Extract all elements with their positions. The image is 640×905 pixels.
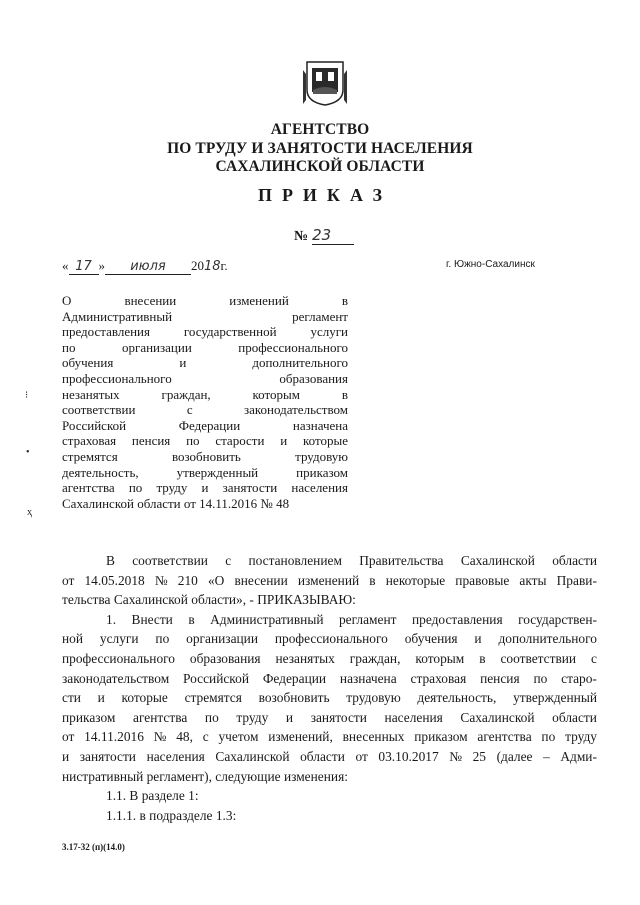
subject-word: трудовую: [295, 448, 348, 464]
body-word: которые: [121, 690, 168, 706]
body-line: [62, 590, 597, 610]
subject-word: образования: [279, 370, 348, 386]
subject-word: в: [341, 386, 348, 402]
subject-word: труду: [156, 480, 188, 496]
date-close-quote: »: [98, 258, 105, 273]
body-word: Внести: [131, 611, 173, 627]
body-word: внесении: [234, 572, 288, 588]
subject-word: Федерации: [178, 417, 241, 433]
subject-line: [62, 465, 348, 481]
subject-word: и: [201, 480, 209, 496]
body-word: регламент: [338, 611, 397, 627]
subject-word: Российской: [62, 417, 127, 433]
subject-word: пенсия: [131, 433, 171, 449]
body-word: с: [591, 650, 597, 666]
body-word: и: [474, 631, 482, 647]
body-word: агентства: [133, 709, 188, 725]
body-word: ной: [62, 631, 84, 647]
body-word: незанятых: [275, 650, 335, 666]
body-word: деятельность,: [417, 690, 497, 706]
body-word: утвержденный: [513, 690, 597, 706]
body-word: 03.10.2017: [378, 748, 439, 764]
document-type-title: ПРИКАЗ: [257, 185, 393, 205]
body-word: постановлением: [248, 553, 342, 568]
body-word: услуги: [99, 631, 139, 647]
binding-hole-mark: ҳ: [27, 507, 32, 518]
body-word: некоторые: [385, 572, 446, 588]
body-word: назначена: [339, 670, 397, 686]
body-word: и: [62, 748, 70, 764]
body-word: с: [225, 553, 232, 568]
subject-word: населения: [291, 480, 348, 496]
subject-word: законодательством: [243, 402, 348, 418]
subject-line: [62, 449, 348, 465]
date-day: 17: [69, 259, 99, 275]
subject-line: [62, 355, 348, 371]
subject-word: с: [186, 402, 193, 418]
body-word: «О: [207, 572, 225, 588]
subject-word: изменений: [229, 293, 289, 308]
subject-line: [62, 402, 348, 418]
body-word: области: [552, 709, 597, 725]
body-word: трудовую: [346, 690, 401, 706]
body-word: Сахалинской: [460, 709, 535, 725]
subject-line: [62, 340, 348, 356]
body-line: [62, 747, 597, 767]
date-year-suffix: 18: [204, 259, 221, 274]
subject-word: занятости: [222, 480, 278, 496]
body-word: 48,: [176, 729, 193, 745]
body-word: сти: [62, 690, 81, 706]
body-word: тельства Сахалинской области», - ПРИКАЗЫВАЮ:: [62, 592, 356, 608]
body-word: изменений: [297, 572, 360, 588]
subject-line: [62, 387, 348, 403]
body-word: приказом: [62, 709, 116, 725]
subject-word: приказом: [296, 464, 348, 480]
subject-word: и: [179, 355, 187, 371]
subject-word: и: [280, 433, 288, 449]
body-word: Российской: [183, 670, 249, 686]
number-label: №: [294, 229, 309, 244]
body-word: в: [369, 572, 376, 588]
subject-line: [62, 480, 348, 496]
body-line: [62, 767, 597, 787]
body-word: населения: [146, 748, 205, 764]
subject-word: в: [341, 293, 348, 308]
body-word: по: [533, 670, 548, 686]
body-word: В: [106, 553, 115, 568]
date-year-unit: г.: [220, 258, 228, 273]
body-line: [62, 786, 597, 806]
date-open-quote: «: [62, 258, 69, 273]
body-word: по: [204, 709, 219, 725]
body-word: законодательством: [62, 670, 170, 686]
subject-word: соответствии: [62, 402, 136, 418]
body-word: профессионального: [274, 631, 388, 647]
subject-line: [62, 418, 348, 434]
body-word: от: [62, 572, 75, 588]
body-line: [62, 610, 597, 630]
subject-word: профессионального: [238, 339, 348, 355]
body-line: [62, 571, 597, 591]
subject-word: которым: [252, 386, 300, 402]
form-code: 3.17-32 (п)(14.0): [62, 842, 125, 852]
body-word: граждан,: [349, 650, 401, 666]
subject-line: [62, 433, 348, 449]
body-word: дополнительного: [498, 631, 597, 647]
subject-word: государственной: [183, 324, 277, 340]
body-word: Прави-: [556, 572, 597, 588]
body-word: образования: [189, 650, 261, 666]
body-word: Адми-: [560, 748, 597, 764]
body-word: старо-: [561, 670, 597, 686]
subject-word: страховая: [62, 433, 117, 449]
subject-word: внесении: [124, 293, 177, 308]
body-word: №: [449, 748, 463, 764]
subject-word: стремятся: [62, 448, 118, 464]
body-line: [62, 669, 597, 689]
body-word: обучения: [404, 631, 458, 647]
body-word: предоставления: [411, 611, 503, 627]
body-word: труду: [565, 729, 597, 745]
body-word: внесенных: [342, 729, 405, 745]
subject-word: О: [62, 293, 72, 308]
body-word: пенсия: [480, 670, 520, 686]
subject-word: деятельность,: [62, 464, 139, 480]
subject-word: по: [128, 480, 143, 496]
body-word: организации: [186, 631, 259, 647]
subject-word: Сахалинской области от 14.11.2016 № 48: [62, 495, 290, 511]
body-word: Сахалинской: [460, 553, 535, 568]
subject-word: по: [62, 339, 76, 355]
subject-word: регламент: [292, 308, 348, 324]
body-word: от: [62, 729, 75, 745]
body-word: области: [552, 553, 597, 568]
body-word: которым: [415, 650, 465, 666]
body-word: страховая: [410, 670, 467, 686]
body-word: учетом: [218, 729, 259, 745]
body-word: 1.: [106, 611, 117, 627]
body-line: [62, 649, 597, 669]
body-word: агентства: [477, 729, 532, 745]
subject-word: граждан,: [161, 386, 211, 402]
subject-word: предоставления: [62, 324, 150, 340]
body-word: №: [154, 572, 168, 588]
body-word: 1.1. В разделе 1:: [106, 788, 199, 804]
body-word: с: [202, 729, 209, 745]
body-word: соответствии: [500, 650, 577, 666]
body-word: от: [355, 748, 368, 764]
subject-word: дополнительного: [252, 355, 348, 371]
subject-line: [62, 293, 348, 309]
body-line: [62, 708, 597, 728]
body-word: возобновить: [258, 690, 330, 706]
subject-word: которые: [302, 433, 348, 449]
body-word: в: [479, 650, 486, 666]
agency-line: ПО ТРУДУ И ЗАНЯТОСТИ НАСЕЛЕНИЯ: [167, 139, 473, 157]
subject-line: [62, 496, 348, 512]
body-word: занятости: [310, 709, 367, 725]
body-word: и: [97, 690, 105, 706]
subject-word: организации: [121, 339, 192, 355]
body-word: 1.1.1. в подразделе 1.3:: [106, 807, 237, 823]
subject-word: возобновить: [171, 448, 241, 464]
order-body: [62, 551, 597, 825]
body-line: [62, 688, 597, 708]
body-word: №: [153, 729, 167, 745]
agency-name: [0, 121, 640, 177]
agency-line: САХАЛИНСКОЙ ОБЛАСТИ: [215, 158, 425, 175]
subject-line: [62, 371, 348, 387]
body-word: государствен-: [518, 611, 597, 627]
body-word: соответствии: [132, 553, 208, 568]
body-word: стремятся: [184, 690, 242, 706]
subject-word: агентства: [62, 480, 115, 496]
body-word: 14.05.2018: [84, 572, 145, 588]
body-word: –: [543, 748, 550, 764]
subject-word: старости: [215, 433, 265, 449]
body-word: по: [541, 729, 556, 745]
agency-line: АГЕНТСТВО: [270, 121, 370, 138]
order-date: [62, 258, 228, 275]
subject-word: услуги: [310, 324, 348, 340]
subject-word: Административный: [62, 308, 173, 324]
coat-of-arms-icon: [303, 60, 347, 106]
order-number: [294, 226, 354, 245]
binding-hole-mark: ⁝: [25, 390, 29, 401]
body-line: [62, 551, 597, 571]
body-word: Правительства: [359, 553, 444, 568]
body-word: изменений,: [268, 729, 333, 745]
body-word: Административный: [210, 611, 324, 627]
body-word: акты: [519, 572, 547, 588]
subject-line: [62, 309, 348, 325]
body-word: (далее: [496, 748, 533, 764]
subject-word: по: [186, 433, 200, 449]
body-word: и: [285, 709, 294, 725]
body-word: по: [155, 631, 170, 647]
body-word: 14.11.2016: [84, 729, 144, 745]
body-word: области: [300, 748, 345, 764]
body-word: труду: [236, 709, 269, 725]
body-word: приказом: [414, 729, 468, 745]
subject-word: профессионального: [62, 370, 172, 386]
order-subject: [62, 293, 348, 511]
body-word: 25: [472, 748, 486, 764]
body-word: профессионального: [62, 650, 175, 666]
city-name: г. Южно-Сахалинск: [446, 259, 535, 270]
body-line: [62, 806, 597, 826]
body-word: правовые: [455, 572, 510, 588]
body-word: Федерации: [262, 670, 327, 686]
body-word: Сахалинской: [215, 748, 290, 764]
date-month: июля: [105, 259, 191, 275]
subject-word: незанятых: [62, 386, 120, 402]
subject-line: [62, 324, 348, 340]
body-line: [62, 629, 597, 649]
body-word: населения: [384, 709, 443, 725]
number-value: 23: [312, 226, 354, 245]
body-line: [62, 727, 597, 747]
body-word: нистративный регламент), следующие изменения:: [62, 768, 348, 784]
body-word: занятости: [79, 748, 136, 764]
body-word: в: [188, 611, 195, 627]
subject-word: назначена: [292, 417, 348, 433]
subject-word: утвержденный: [176, 464, 259, 480]
subject-word: обучения: [62, 355, 114, 371]
body-word: 210: [177, 572, 198, 588]
date-year-prefix: 20: [191, 258, 204, 273]
binding-hole-mark: •: [26, 447, 30, 458]
